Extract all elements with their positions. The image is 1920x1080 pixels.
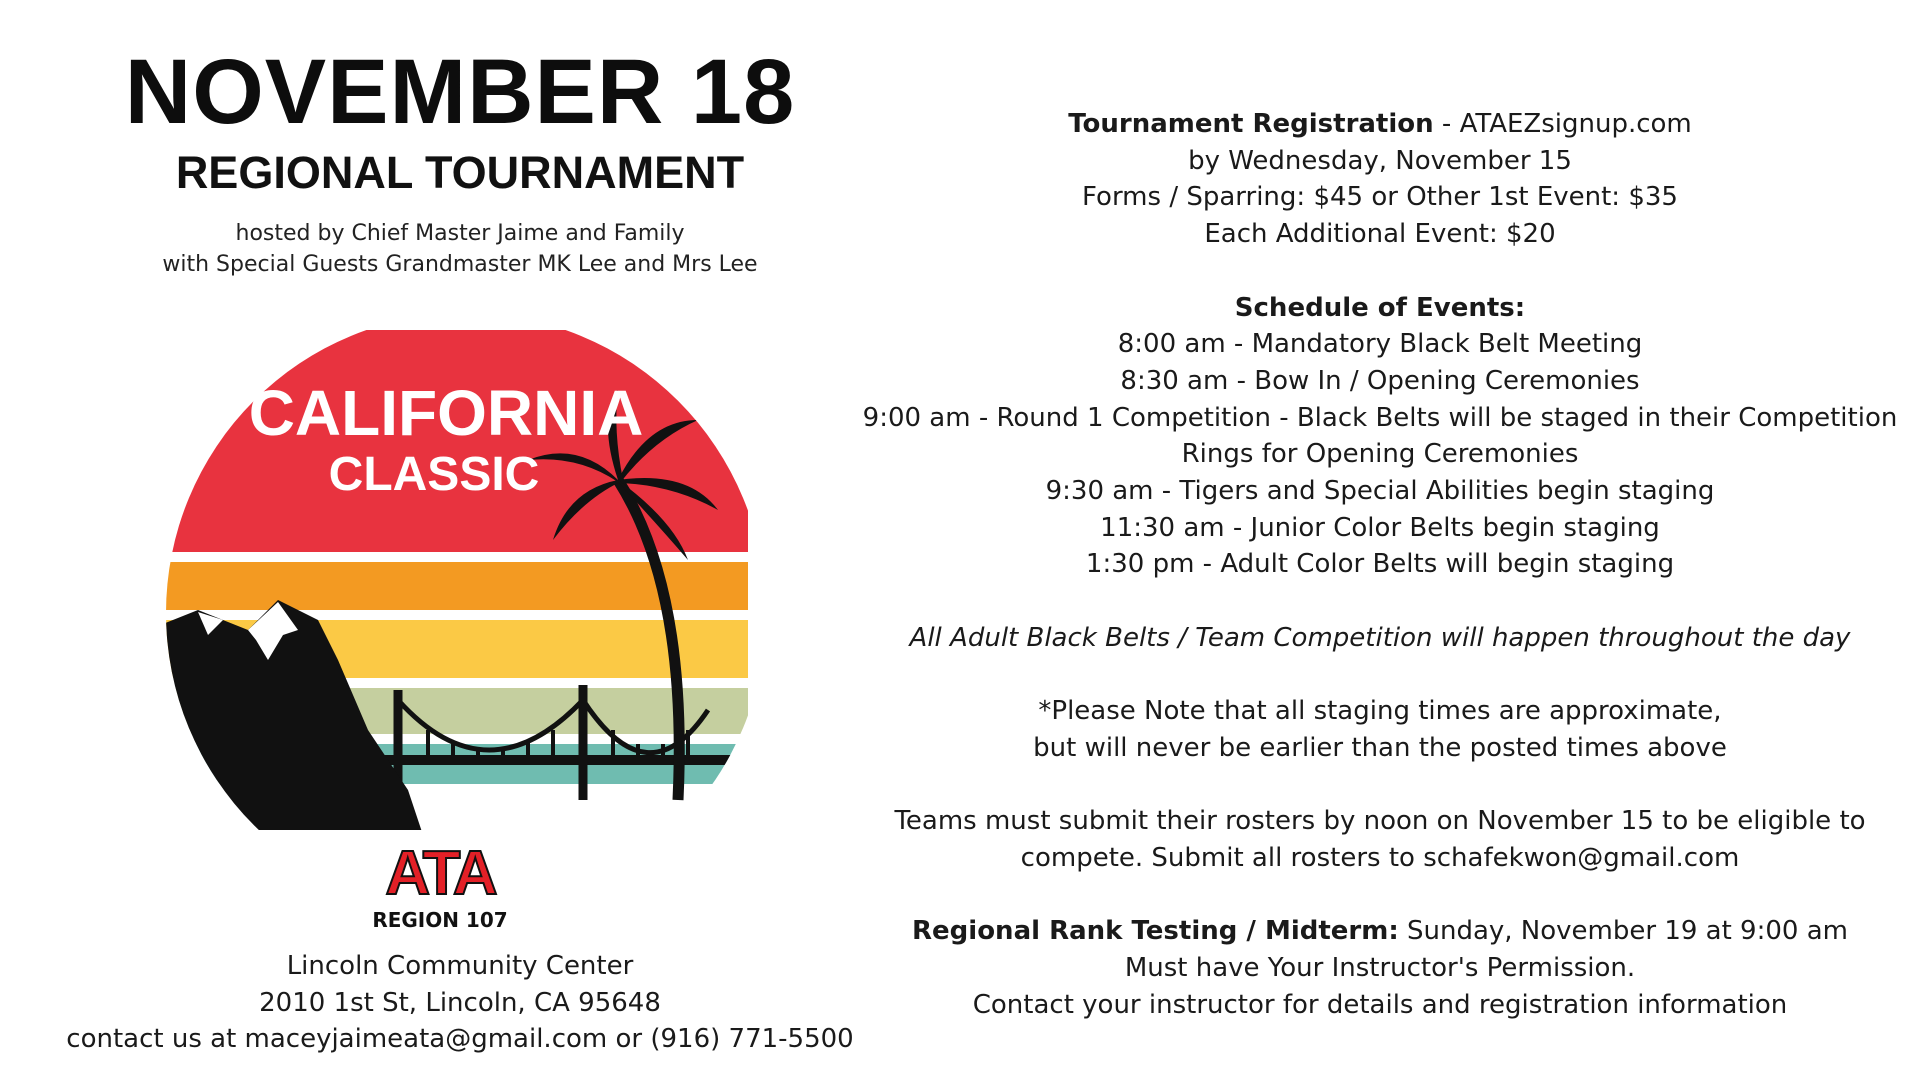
registration-label: Tournament Registration xyxy=(1068,109,1434,139)
testing-label: Regional Rank Testing / Midterm: xyxy=(912,916,1399,947)
details-block xyxy=(855,106,1905,1024)
registration-fees-1: Forms / Sparring: $45 or Other 1st Event: $35 xyxy=(1082,182,1678,213)
testing-date: Sunday, November 19 at 9:00 am xyxy=(1398,916,1848,947)
venue-contact: contact us at maceyjaimeata@gmail.com or (916) 771-5500 xyxy=(66,1024,854,1054)
venue-address: 2010 1st St, Lincoln, CA 95648 xyxy=(259,987,661,1018)
venue-name: Lincoln Community Center xyxy=(286,951,634,981)
testing-permission: Must have Your Instructor's Permission. xyxy=(1124,953,1636,984)
region-label: REGION 107 xyxy=(372,908,508,932)
ata-region-logo xyxy=(340,842,540,932)
registration-deadline: by Wednesday, November 15 xyxy=(1188,145,1572,176)
schedule-item: 8:00 am - Mandatory Black Belt Meeting xyxy=(1117,329,1643,360)
hosted-by-line: hosted by Chief Master Jaime and Family xyxy=(235,221,685,246)
event-date: NOVEMBER 18 xyxy=(124,41,796,143)
schedule-item: 11:30 am - Junior Color Belts begin staging xyxy=(1100,512,1660,543)
logo-line1: CALIFORNIA xyxy=(248,377,644,449)
header-block xyxy=(40,40,880,280)
venue-block xyxy=(40,948,880,1058)
registration-fees-2: Each Additional Event: $20 xyxy=(1204,219,1556,250)
teams-note-1: Teams must submit their rosters by noon on November 15 to be eligible to xyxy=(894,806,1866,837)
logo-line2: CLASSIC xyxy=(328,448,540,501)
ata-logo-icon xyxy=(365,842,515,902)
registration-site: - ATAEZsignup.com xyxy=(1433,109,1692,139)
testing-line xyxy=(855,913,1905,950)
schedule-item: 8:30 am - Bow In / Opening Ceremonies xyxy=(1120,365,1640,396)
schedule-heading: Schedule of Events: xyxy=(1234,292,1526,323)
staging-note-2: but will never be earlier than the posted times above xyxy=(1033,732,1727,763)
hosted-by xyxy=(40,218,880,280)
schedule-item: 1:30 pm - Adult Color Belts will begin staging xyxy=(1085,549,1675,580)
testing-contact: Contact your instructor for details and registration information xyxy=(972,989,1788,1020)
event-title: REGIONAL TOURNAMENT xyxy=(175,147,745,198)
staging-note-1: *Please Note that all staging times are approximate, xyxy=(1038,696,1722,727)
special-guests-line: with Special Guests Grandmaster MK Lee and Mrs Lee xyxy=(162,252,758,277)
schedule-item: 9:00 am - Round 1 Competition - Black Belts will be staged in their Competition xyxy=(862,402,1898,433)
adult-black-belts-note: All Adult Black Belts / Team Competition will happen throughout the day xyxy=(909,622,1851,653)
schedule-item: Rings for Opening Ceremonies xyxy=(1181,439,1579,470)
california-classic-logo-graphic xyxy=(128,330,748,830)
california-classic-logo xyxy=(128,330,748,830)
schedule-item: 9:30 am - Tigers and Special Abilities begin staging xyxy=(1045,476,1715,507)
teams-note-2: compete. Submit all rosters to schafekwon@gmail.com xyxy=(1020,843,1740,873)
registration-line xyxy=(855,106,1905,143)
ata-logo-text: ATA xyxy=(385,842,495,902)
